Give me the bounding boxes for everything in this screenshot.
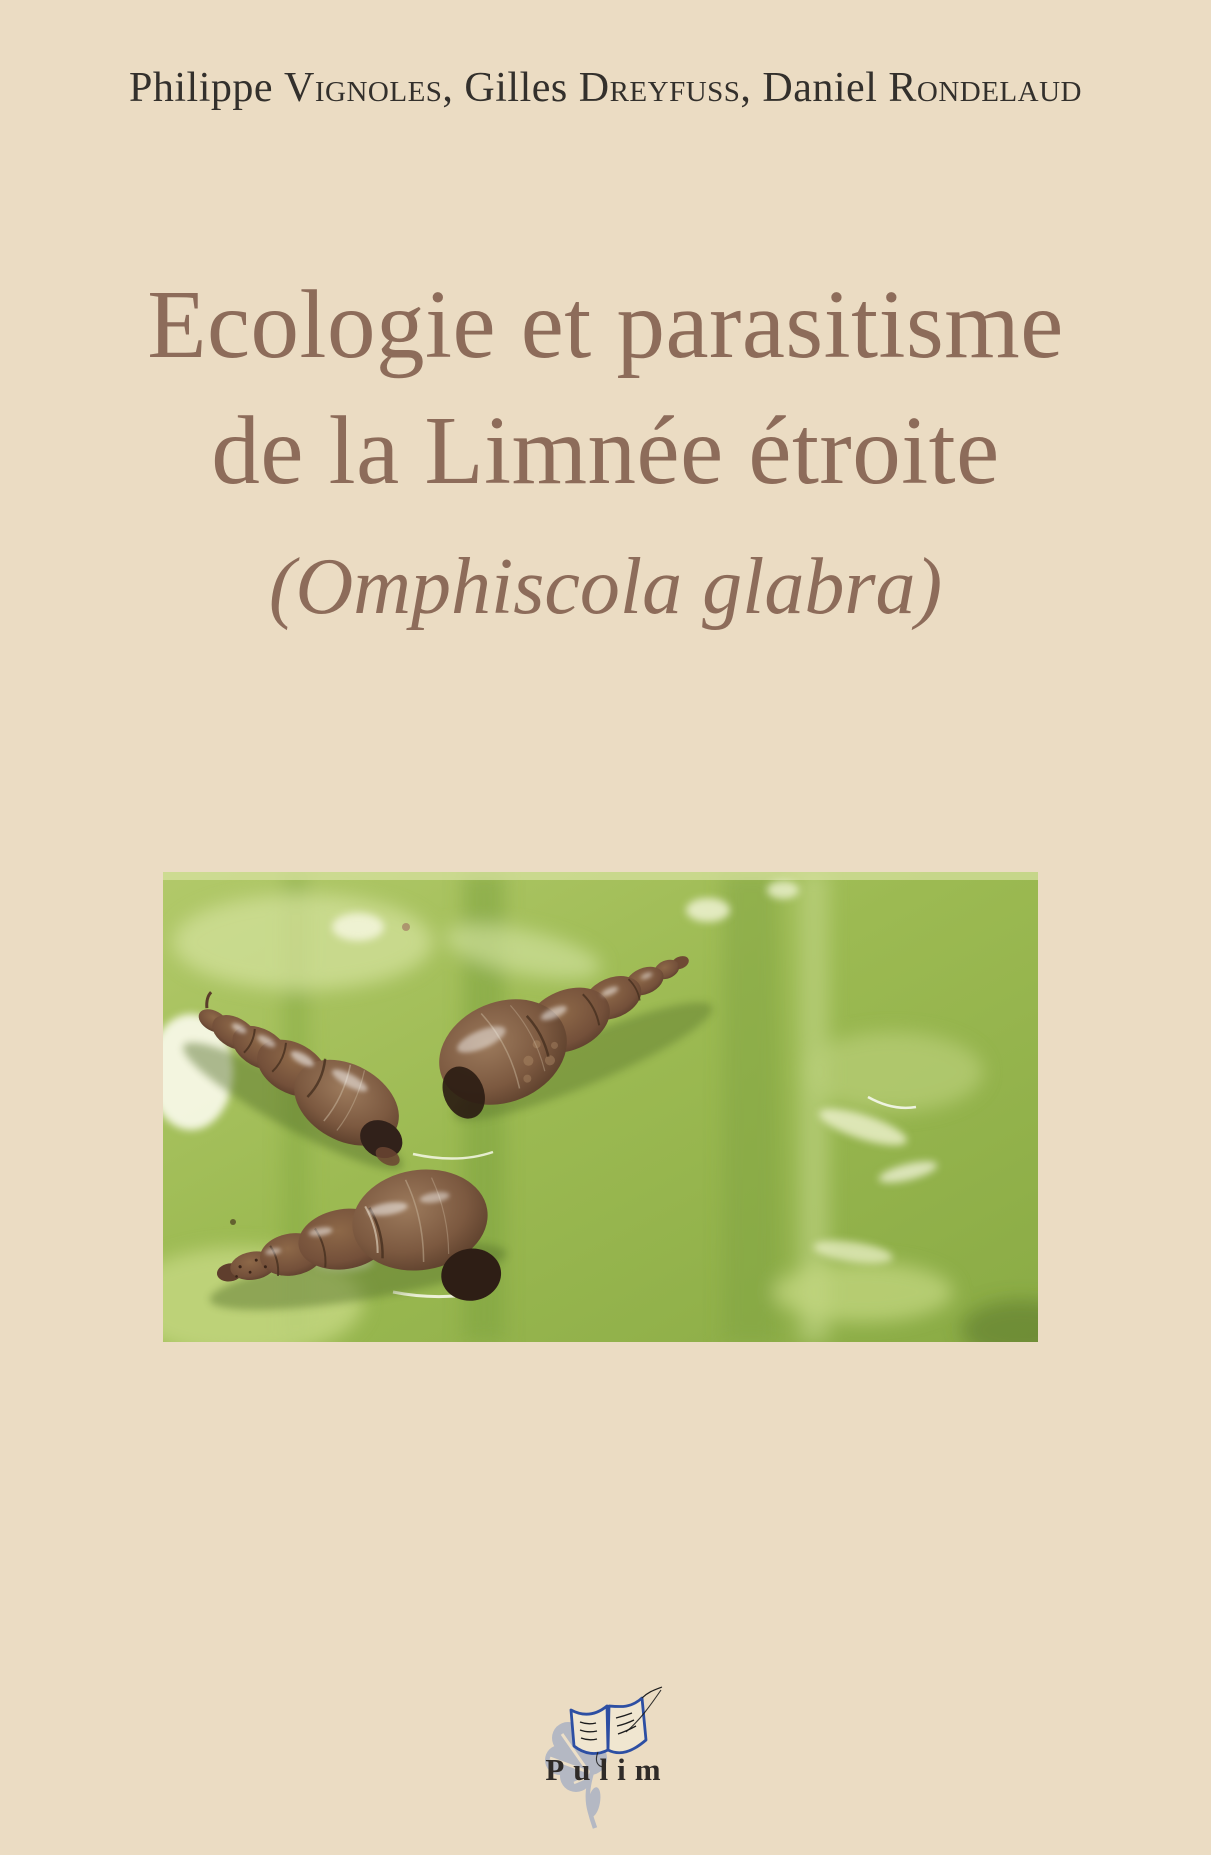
author-surname: Vignoles [284, 65, 443, 111]
snails-on-leaf-illustration [163, 872, 1038, 1342]
title-line-1: Ecologie et parasitisme [147, 271, 1064, 378]
book-subtitle-species-name: (Omphiscola glabra) [268, 543, 943, 631]
title-line-2: de la Limnée étroite [211, 397, 1000, 504]
author-first-name: Philippe [129, 65, 285, 111]
book-title [0, 262, 1211, 514]
author-first-name: , Gilles [442, 65, 579, 111]
cover-photo-snails [163, 872, 1038, 1342]
author-surname: Dreyfuss [578, 65, 741, 111]
author-first-name: , Daniel [740, 65, 889, 111]
publisher-name: Pulim [545, 1752, 670, 1787]
author-line [0, 64, 1211, 112]
author-surname: Rondelaud [888, 65, 1082, 111]
